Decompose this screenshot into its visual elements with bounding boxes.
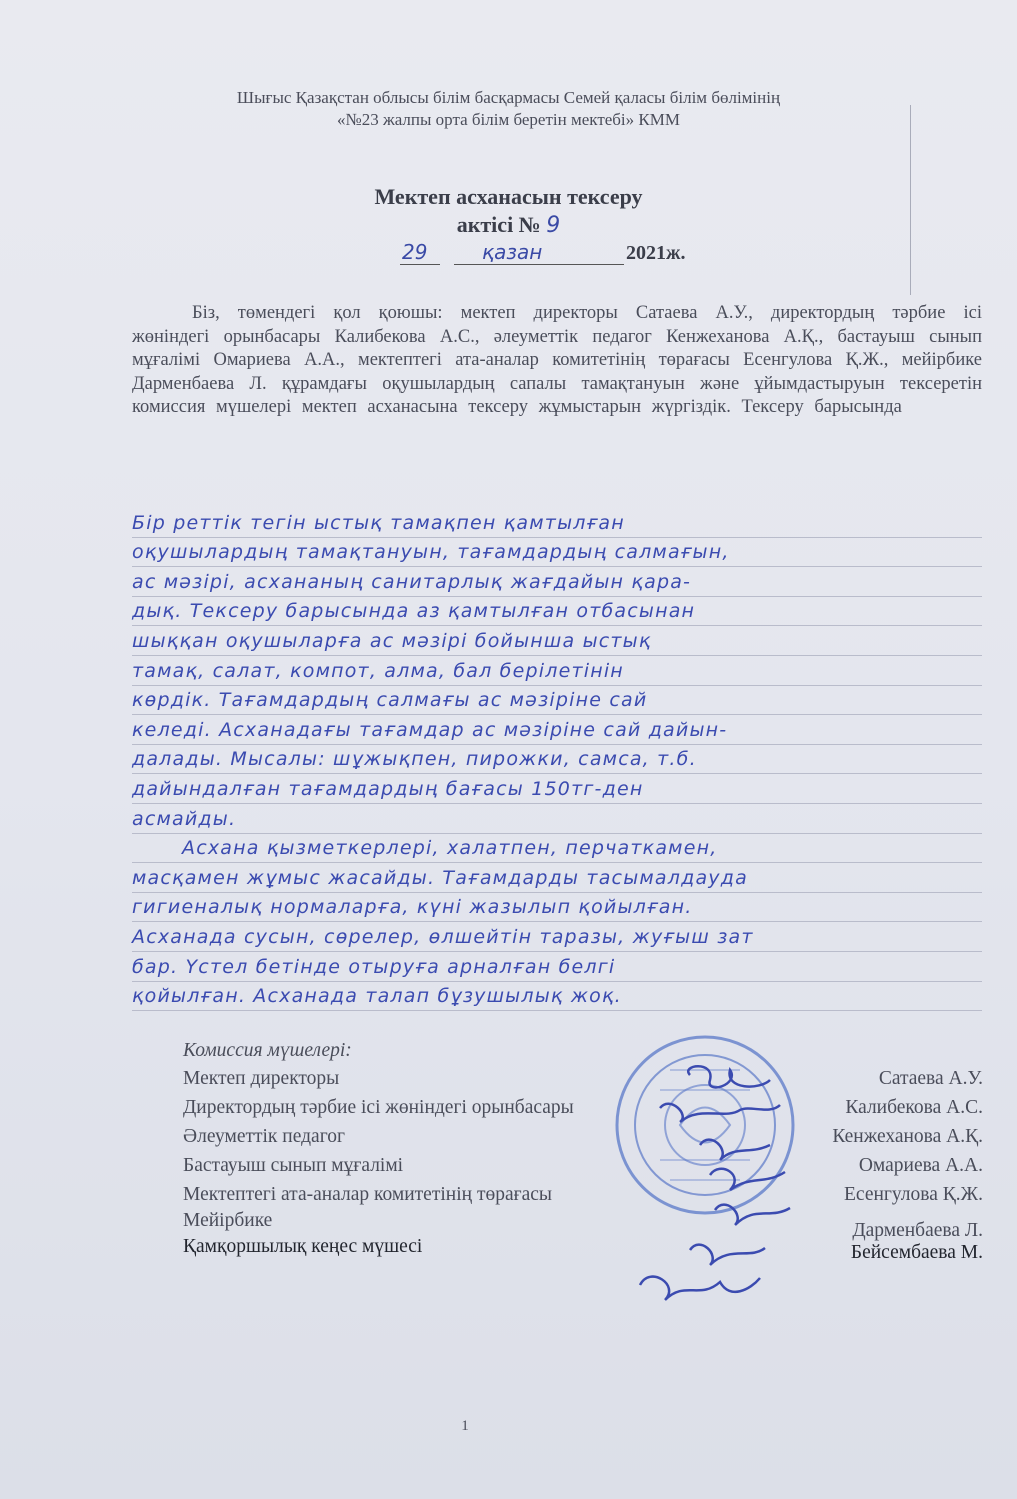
signatory-name: Омариева А.А. xyxy=(858,1155,983,1176)
document-act-number xyxy=(0,212,1017,238)
handwritten-line: асмайды. xyxy=(132,804,982,834)
handwritten-line: көрдік. Тағамдардың салмағы ас мәзіріне сай xyxy=(132,686,982,716)
handwritten-line: далады. Мысалы: шұжықпен, пирожки, самса, т.б. xyxy=(132,745,982,775)
signature-row xyxy=(183,1236,983,1263)
signature-row xyxy=(183,1210,983,1241)
page-number: 1 xyxy=(461,1418,469,1434)
date-day: 29 xyxy=(402,240,428,264)
handwritten-line: шыққан оқушыларға ас мәзірі бойынша ыстық xyxy=(132,626,982,656)
commission-heading: Комиссия мүшелері: xyxy=(183,1040,352,1061)
handwritten-line: дайындалған тағамдардың бағасы 150тг-ден xyxy=(132,774,982,804)
intro-paragraph: Біз, төмендегі қол қоюшы: мектеп директоры Сатаева А.У., директордың тәрбие ісі жөніндегі орынбасары Калибекова А.С., әлеуметтік педагог Кенжеханова А.Қ., бастауыш сынып мұғалімі Омариева А.А., мектептегі ата-аналар комитетінің төрағасы Есенгулова Қ.Ж., мейірбике Дарменбаева Л. құрамдағы оқушылардың сапалы тамақтануын және ұйымдастыруын тексеретін комиссия мүшелері мектеп асханасына тексеру жұмыстарын жүргіздік. Тексеру барысында xyxy=(132,303,982,418)
signatory-name: Кенжеханова А.Қ. xyxy=(832,1126,983,1147)
document-title: Мектеп асханасын тексеру xyxy=(374,184,643,209)
document-date xyxy=(400,240,760,274)
signatory-name: Есенгулова Қ.Ж. xyxy=(844,1184,983,1205)
signatory-role: Қамқоршылық кеңес мүшесі xyxy=(183,1236,423,1257)
signatory-role: Мектептегі ата-аналар комитетінің төрағасы xyxy=(183,1184,553,1205)
handwritten-line: тамақ, салат, компот, алма, бал берілетінін xyxy=(132,656,982,686)
act-number-handwritten: 9 xyxy=(546,213,561,238)
handwritten-line: масқамен жұмыс жасайды. Тағамдарды тасымалдауда xyxy=(132,863,982,893)
signature-row xyxy=(183,1097,983,1121)
signature-row xyxy=(183,1155,983,1179)
signature-row xyxy=(183,1184,983,1208)
signatory-name: Бейсембаева М. xyxy=(850,1242,983,1263)
signatory-role: Директордың тәрбие ісі жөніндегі орынбасары xyxy=(183,1097,574,1118)
handwritten-line: Бір реттік тегін ыстық тамақпен қамтылған xyxy=(132,508,982,538)
signature-row xyxy=(183,1068,983,1092)
handwritten-line: гигиеналық нормаларға, күні жазылып қойылған. xyxy=(132,893,982,923)
signatory-role: Әлеуметтік педагог xyxy=(183,1126,345,1147)
handwritten-line: оқушылардың тамақтануын, тағамдардың салмағын, xyxy=(132,538,982,568)
signature-row xyxy=(183,1126,983,1150)
handwritten-line: Асхана қызметкерлері, халатпен, перчаткамен, xyxy=(132,834,982,864)
handwritten-line: қойылған. Асханада талап бұзушылық жоқ. xyxy=(132,982,982,1012)
header-organization-line1: Шығыс Қазақстан облысы білім басқармасы Семей қаласы білім бөлімінің xyxy=(236,88,781,107)
handwritten-line: Асханада сусын, сөрелер, өлшейтін таразы, жуғыш зат xyxy=(132,922,982,952)
signatory-role: Мектеп директоры xyxy=(183,1068,340,1089)
handwritten-line: бар. Үстел бетінде отыруға арналған белгі xyxy=(132,952,982,982)
date-month-underline xyxy=(454,264,624,265)
date-day-underline xyxy=(400,264,440,265)
handwritten-line: келеді. Асханадағы тағамдар ас мәзіріне сай дайын- xyxy=(132,715,982,745)
signatory-name: Калибекова А.С. xyxy=(845,1097,983,1118)
date-month: қазан xyxy=(482,240,543,264)
signatory-role: Бастауыш сынып мұғалімі xyxy=(183,1155,404,1176)
signatory-role: Мейірбике xyxy=(183,1210,273,1231)
header-organization-line2: «№23 жалпы орта білім беретін мектебі» КММ xyxy=(337,110,680,129)
signatory-name: Дарменбаева Л. xyxy=(852,1220,983,1241)
signatory-name: Сатаева А.У. xyxy=(878,1068,983,1089)
act-label: актісі № xyxy=(456,212,541,237)
date-year: 2021ж. xyxy=(626,242,686,264)
handwritten-line: ас мәзірі, асхананың санитарлық жағдайын қара- xyxy=(132,567,982,597)
handwritten-findings xyxy=(132,508,982,1011)
handwritten-line: дық. Тексеру барысында аз қамтылған отбасынан xyxy=(132,597,982,627)
